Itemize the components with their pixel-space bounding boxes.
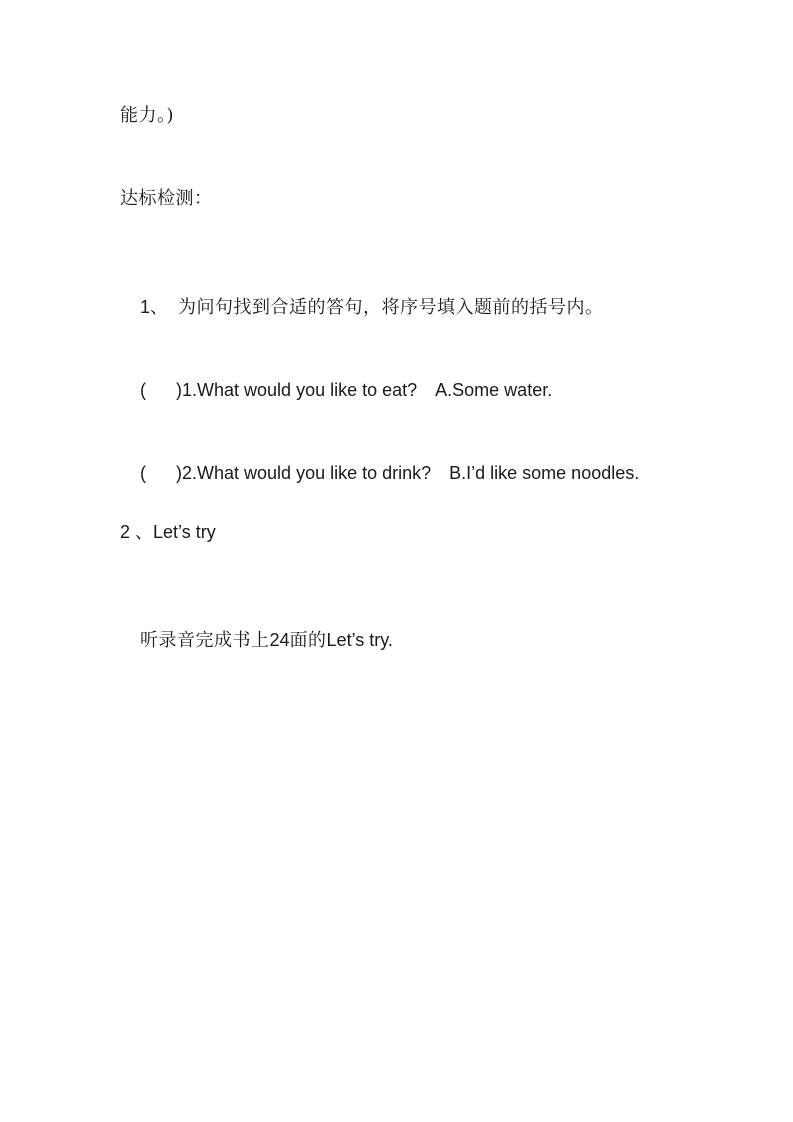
task-2-heading: 2 、Let’s try [120, 522, 216, 542]
question-1-open-paren: ( [140, 380, 147, 400]
task-2-instruction [120, 604, 393, 677]
question-2-prompt: )2.What would you like to drink? [176, 463, 432, 483]
task-2-instruction-start: 听录音完成书上 [140, 630, 270, 651]
question-1-prompt: )1.What would you like to eat? [176, 380, 418, 400]
section-heading: 达标检测： [120, 188, 213, 209]
previous-text-ending: 能力。) [120, 105, 175, 126]
task-1-instruction [120, 271, 604, 344]
task-1-number: 1、 [140, 297, 169, 317]
question-1 [120, 354, 552, 426]
task-1-text: 为问句找到合适的答句，将序号填入题前的括号内。 [178, 297, 604, 318]
question-2 [120, 437, 639, 509]
task-2-page-number: 24 [269, 630, 290, 650]
task-2-title-reference: Let’s try. [326, 630, 393, 650]
task-2-instruction-middle: 面的 [289, 630, 327, 651]
question-1-option: A.Some water. [435, 380, 553, 400]
question-2-open-paren: ( [140, 463, 147, 483]
question-2-option: B.I’d like some noodles. [449, 463, 640, 483]
